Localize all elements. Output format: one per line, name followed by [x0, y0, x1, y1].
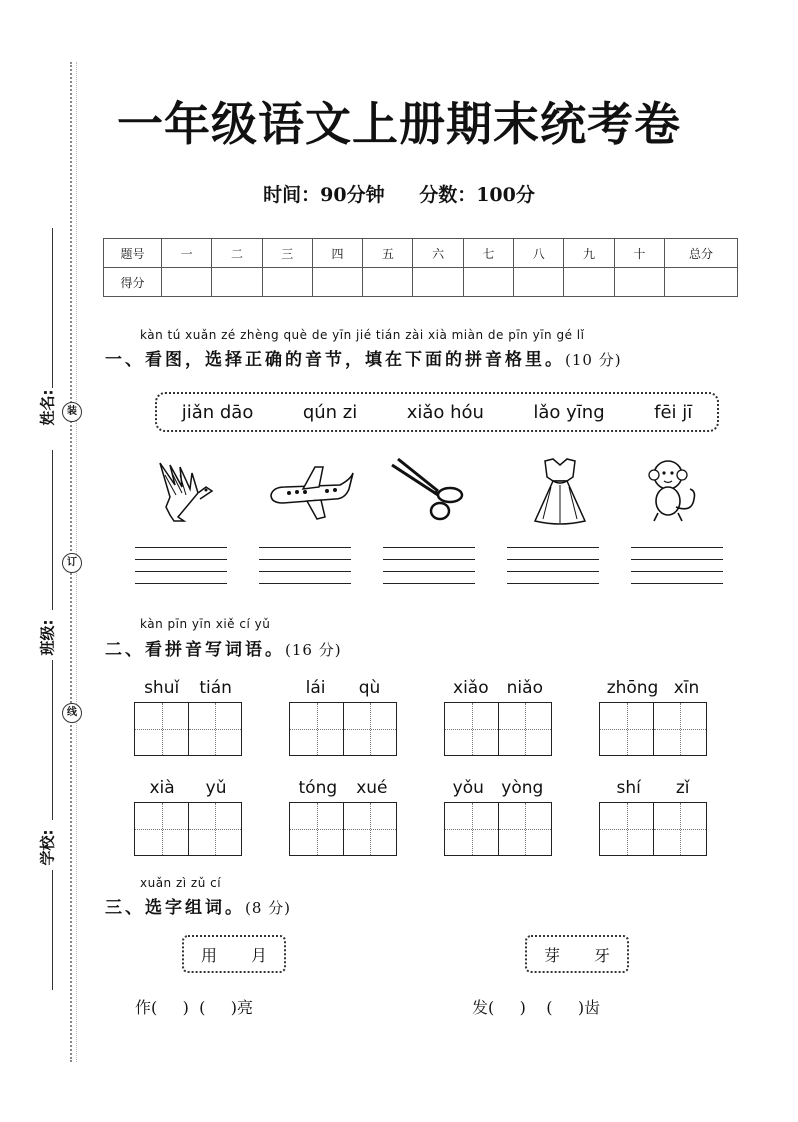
char-option: 月: [250, 945, 267, 965]
writing-grid[interactable]: [134, 702, 242, 756]
word-item: [289, 678, 397, 756]
score-cell[interactable]: [363, 268, 413, 297]
section1-pinyin: kàn tú xuǎn zé zhèng què de yīn jié tián zài xià miàn de pīn yīn gé lǐ: [140, 328, 585, 342]
score-cell[interactable]: [262, 268, 312, 297]
binding-mark-xian: 线: [62, 703, 82, 723]
class-label: 班级:: [38, 619, 57, 656]
char-pair-box: [182, 935, 286, 973]
score-cell[interactable]: [514, 268, 564, 297]
word-pinyin: tián: [199, 678, 232, 698]
option-item: xiǎo hóu: [406, 401, 484, 423]
score-table-row2-label: 得分: [104, 268, 162, 297]
score-col: 五: [363, 239, 413, 268]
section2-pinyin: kàn pīn yīn xiě cí yǔ: [140, 617, 271, 631]
score-col: 八: [514, 239, 564, 268]
option-item: fēi jī: [654, 401, 693, 423]
section3-points: (8 分): [245, 899, 292, 917]
option-item: lǎo yīng: [533, 401, 605, 423]
writing-grid[interactable]: [599, 802, 707, 856]
school-label: 学校:: [38, 829, 57, 866]
writing-grid[interactable]: [289, 702, 397, 756]
score-col: 四: [312, 239, 362, 268]
word-pinyin: yǔ: [205, 778, 227, 798]
scissors-picture: [388, 455, 478, 527]
writing-grid[interactable]: [134, 802, 242, 856]
score-col: 二: [212, 239, 262, 268]
exam-info: [0, 180, 798, 207]
score-cell[interactable]: [614, 268, 664, 297]
section2-title: 二、看拼音写词语。: [105, 640, 285, 660]
score-col-total: 总分: [665, 239, 738, 268]
score-table-row1-label: 题号: [104, 239, 162, 268]
name-label: 姓名:: [38, 389, 57, 426]
score-col: 七: [463, 239, 513, 268]
airplane-picture: [265, 455, 355, 527]
score-col: 九: [564, 239, 614, 268]
word-item: [444, 678, 552, 756]
answer-lines[interactable]: [507, 547, 599, 595]
option-item: jiǎn dāo: [181, 401, 254, 423]
word-pinyin: zǐ: [675, 778, 690, 798]
dress-picture: [515, 455, 605, 527]
score-table-header-row: [104, 239, 738, 268]
answer-lines[interactable]: [135, 547, 227, 595]
section1-heading: [105, 345, 622, 370]
name-blank-line-lower: [52, 450, 53, 610]
section1-options-box: [155, 392, 719, 432]
word-pinyin: shuǐ: [144, 678, 180, 698]
option-item: qún zi: [302, 401, 358, 423]
word-item: [289, 778, 397, 856]
section3-title: 三、选字组词。: [105, 898, 245, 918]
section1-title: 一、看图，选择正确的音节，填在下面的拼音格里。: [105, 350, 565, 370]
section3-pinyin: xuǎn zì zǔ cí: [140, 876, 222, 890]
writing-grid[interactable]: [599, 702, 707, 756]
word-pinyin: xué: [356, 778, 388, 798]
section2-points: (16 分): [285, 641, 342, 659]
answer-lines[interactable]: [631, 547, 723, 595]
score-cell[interactable]: [463, 268, 513, 297]
score-col: 三: [262, 239, 312, 268]
section3-heading: [105, 893, 291, 918]
word-item: [599, 678, 707, 756]
score-col: 十: [614, 239, 664, 268]
score-table-score-row: [104, 268, 738, 297]
score-cell[interactable]: [162, 268, 212, 297]
word-pinyin: lái: [305, 678, 326, 698]
monkey-picture: [640, 455, 730, 527]
word-item: [444, 778, 552, 856]
char-pair-box: [525, 935, 629, 973]
word-pinyin: qù: [358, 678, 381, 698]
word-pinyin: xià: [149, 778, 175, 798]
word-pinyin: yòng: [501, 778, 544, 798]
fill-blank-1[interactable]: 作( ) ( )亮: [135, 998, 254, 1017]
answer-lines[interactable]: [383, 547, 475, 595]
word-pinyin: zhōng: [606, 678, 659, 698]
score-cell[interactable]: [312, 268, 362, 297]
char-option: 用: [200, 945, 217, 965]
section1-points: (10 分): [565, 351, 622, 369]
word-pinyin: yǒu: [452, 778, 484, 798]
school-blank-line[interactable]: [52, 870, 53, 990]
exam-time: 时间：90分钟: [263, 184, 385, 206]
word-item: [134, 678, 242, 756]
page-title: 一年级语文上册期末统考卷: [117, 97, 681, 151]
word-item: [134, 778, 242, 856]
section2-heading: [105, 635, 342, 660]
binding-mark-zhuang: 装: [62, 402, 82, 422]
score-cell-total[interactable]: [665, 268, 738, 297]
score-col: 一: [162, 239, 212, 268]
eagle-picture: [140, 455, 230, 527]
writing-grid[interactable]: [289, 802, 397, 856]
score-cell[interactable]: [212, 268, 262, 297]
name-blank-line[interactable]: [52, 228, 53, 388]
score-col: 六: [413, 239, 463, 268]
binding-mark-ding: 订: [62, 553, 82, 573]
writing-grid[interactable]: [444, 802, 552, 856]
word-pinyin: tóng: [298, 778, 338, 798]
exam-score: 分数：100分: [419, 184, 535, 206]
class-blank-line[interactable]: [52, 660, 53, 820]
score-cell[interactable]: [564, 268, 614, 297]
fill-blank-2[interactable]: 发( ) ( )齿: [472, 998, 601, 1017]
char-option: 芽: [543, 945, 560, 965]
word-item: [599, 778, 707, 856]
score-cell[interactable]: [413, 268, 463, 297]
score-table: [103, 238, 738, 297]
writing-grid[interactable]: [444, 702, 552, 756]
answer-lines[interactable]: [259, 547, 351, 595]
char-option: 牙: [593, 945, 610, 965]
word-pinyin: xiǎo: [453, 678, 489, 698]
word-pinyin: shí: [616, 778, 641, 798]
word-pinyin: xīn: [673, 678, 700, 698]
word-pinyin: niǎo: [506, 678, 543, 698]
